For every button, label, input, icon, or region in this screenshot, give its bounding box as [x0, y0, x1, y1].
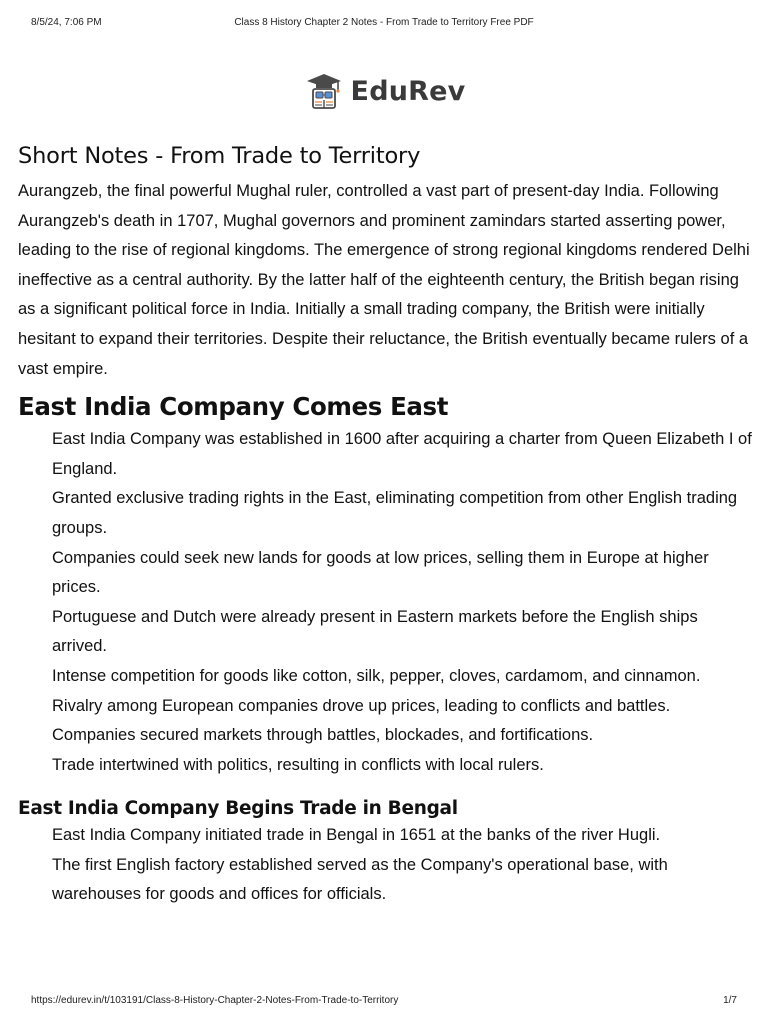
- print-datetime: 8/5/24, 7:06 PM: [31, 17, 102, 28]
- graduation-cap-book-icon: [303, 72, 343, 110]
- list-item: East India Company was established in 1600 after acquiring a charter from Queen Elizabeth I of England.: [52, 430, 752, 478]
- page-number: 1/7: [723, 995, 737, 1006]
- print-doc-title: Class 8 History Chapter 2 Notes - From Trade to Territory Free PDF: [234, 17, 534, 28]
- list-item: Companies could seek new lands for goods at low prices, selling them in Europe at higher prices.: [52, 548, 709, 597]
- section-list-trade-in-bengal: [18, 821, 753, 910]
- list-item: Companies secured markets through battles, blockades, and fortifications.: [52, 726, 594, 745]
- list-item: Portuguese and Dutch were already present in Eastern markets before the English ships arrived.: [52, 607, 698, 656]
- intro-paragraph: Aurangzeb, the final powerful Mughal ruler, controlled a vast part of present-day India. Following Aurangzeb's death in 1707, Mughal governors and prominent zamindars started asserting power, leading to the rise of regional kingdoms. The emergence of strong regional kingdoms rendered Delhi ineffective as a central authority. By the latter half of the eighteenth century, the British began rising as a significant political force in India. Initially a small trading company, the British were initially hesitant to expand their territories. Despite their reluctance, the British eventually became rulers of a vast empire.: [18, 182, 750, 378]
- list-item: Trade intertwined with politics, resulting in conflicts with local rulers.: [52, 755, 544, 774]
- section-list-company-comes-east: [18, 425, 753, 780]
- list-item: The first English factory established served as the Company's operational base, with warehouses for goods and offices for officials.: [52, 855, 668, 904]
- section-heading-company-comes-east: East India Company Comes East: [18, 392, 449, 422]
- list-item: Granted exclusive trading rights in the East, eliminating competition from other English trading groups.: [52, 489, 738, 537]
- page-title: Short Notes - From Trade to Territory: [18, 143, 421, 169]
- edurev-logo: [0, 72, 768, 110]
- list-item: East India Company initiated trade in Bengal in 1651 at the banks of the river Hugli.: [52, 826, 661, 845]
- document-content: [18, 143, 753, 910]
- print-url: https://edurev.in/t/103191/Class-8-History-Chapter-2-Notes-From-Trade-to-Territory: [31, 995, 399, 1006]
- section-heading-trade-in-bengal: East India Company Begins Trade in Bengal: [18, 798, 458, 820]
- logo-text: EduRev: [350, 75, 466, 107]
- list-item: Intense competition for goods like cotton, silk, pepper, cloves, cardamom, and cinnamon.: [52, 666, 701, 685]
- list-item: Rivalry among European companies drove up prices, leading to conflicts and battles.: [52, 696, 671, 715]
